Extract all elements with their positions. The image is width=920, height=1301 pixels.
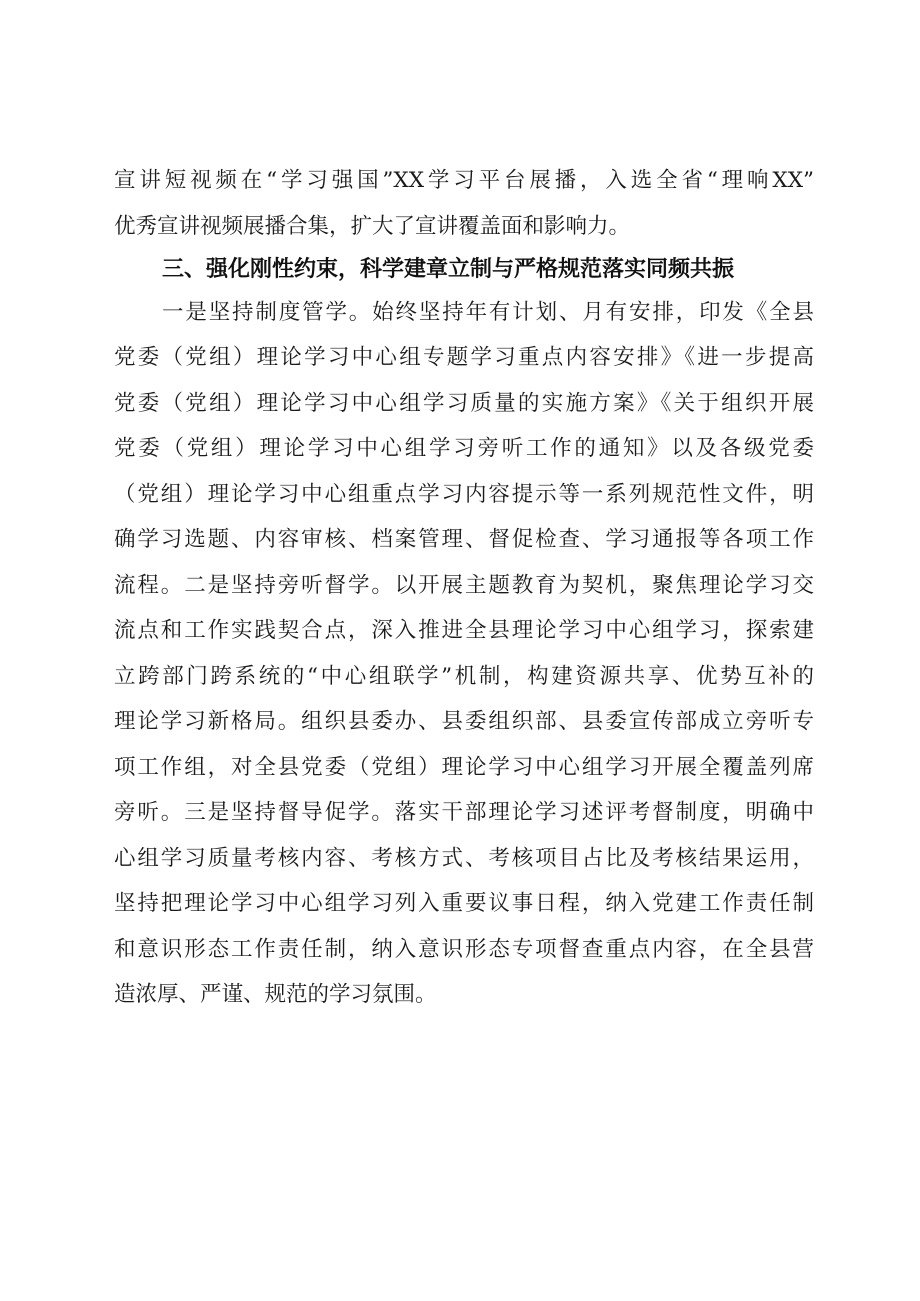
paragraph-line-13: 心组学习质量考核内容、考核方式、考核项目占比及考核结果运用， (114, 846, 814, 871)
paragraph-line-12: 旁听。三是坚持督导促学。落实干部理论学习述评考督制度，明确中 (114, 800, 814, 825)
paragraph-line-2: 党委（党组）理论学习中心组专题学习重点内容安排》《进一步提高 (114, 345, 814, 370)
section-heading: 三、强化刚性约束，科学建章立制与严格规范落实同频共振 (162, 257, 735, 282)
paragraph-line-3: 党委（党组）理论学习中心组学习质量的实施方案》《关于组织开展 (114, 391, 814, 416)
paragraph-line-16: 造浓厚、严谨、规范的学习氛围。 (114, 982, 437, 1007)
paragraph-line-10: 理论学习新格局。组织县委办、县委组织部、县委宣传部成立旁听专 (114, 709, 814, 734)
paragraph-line-11: 项工作组，对全县党委（党组）理论学习中心组学习开展全覆盖列席 (114, 755, 814, 780)
paragraph-line-8: 流点和工作实践契合点，深入推进全县理论学习中心组学习，探索建 (114, 618, 814, 643)
paragraph-line-7: 流程。二是坚持旁听督学。以开展主题教育为契机，聚焦理论学习交 (114, 573, 814, 598)
paragraph-line-6: 确学习选题、内容审核、档案管理、督促检查、学习通报等各项工作 (114, 527, 814, 552)
paragraph-line-5: （党组）理论学习中心组重点学习内容提示等一系列规范性文件，明 (114, 482, 814, 507)
paragraph-line-1: 一是坚持制度管学。始终坚持年有计划、月有安排，印发《全县 (162, 300, 814, 325)
paragraph-line-9: 立跨部门跨系统的“中心组联学”机制，构建资源共享、优势互补的 (114, 664, 814, 689)
paragraph-line-15: 和意识形态工作责任制，纳入意识形态专项督查重点内容，在全县营 (114, 937, 814, 962)
continuation-line-1: 宣讲短视频在“学习强国”XX学习平台展播，入选全省“理响XX” (114, 168, 814, 193)
paragraph-line-4: 党委（党组）理论学习中心组学习旁听工作的通知》以及各级党委 (114, 436, 814, 461)
paragraph-line-14: 坚持把理论学习中心组学习列入重要议事日程，纳入党建工作责任制 (114, 891, 814, 916)
continuation-line-2: 优秀宣讲视频展播合集，扩大了宣讲覆盖面和影响力。 (114, 214, 631, 239)
